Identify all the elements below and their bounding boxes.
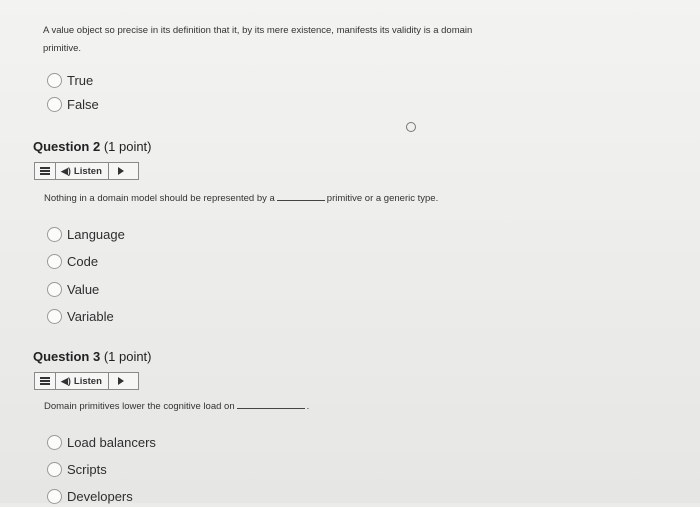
- question-2-listen-control[interactable]: [34, 162, 139, 180]
- question-3-listen-control[interactable]: [34, 372, 139, 390]
- listen-button[interactable]: [56, 163, 109, 179]
- question-2-option-code[interactable]: [47, 250, 98, 272]
- option-label: True: [67, 72, 94, 88]
- question-3-title: [33, 349, 152, 364]
- question-3-option-load-balancers[interactable]: [47, 431, 156, 453]
- radio-button[interactable]: [47, 254, 62, 269]
- play-icon[interactable]: [109, 373, 133, 389]
- question-3-option-developers[interactable]: [47, 485, 133, 507]
- fill-in-blank: [237, 399, 305, 409]
- question-2-prompt-after: primitive or a generic type.: [326, 193, 439, 204]
- radio-button[interactable]: [47, 489, 62, 504]
- question-3-option-scripts[interactable]: [47, 458, 107, 480]
- question-2-points: (1 point): [103, 139, 152, 154]
- radio-button[interactable]: [47, 435, 62, 450]
- radio-button[interactable]: [47, 462, 62, 477]
- option-label: Developers: [67, 488, 133, 504]
- question-1-option-false[interactable]: [47, 93, 99, 115]
- option-label: Value: [67, 281, 100, 297]
- question-2-prompt: [44, 190, 544, 208]
- hamburger-menu-icon[interactable]: [35, 163, 56, 179]
- option-label: Variable: [67, 308, 114, 324]
- listen-label: Listen: [73, 165, 102, 177]
- question-1-prompt: [43, 22, 603, 58]
- question-3-prompt-before: Domain primitives lower the cognitive load on: [44, 401, 235, 412]
- question-3-title-text: Question 3: [33, 349, 101, 364]
- question-2-title: [33, 139, 152, 154]
- play-icon[interactable]: [109, 163, 133, 179]
- question-1-option-true[interactable]: [47, 69, 93, 91]
- speaker-icon: ◀): [61, 375, 71, 386]
- question-2-option-value[interactable]: [47, 278, 99, 300]
- question-2-title-text: Question 2: [33, 139, 101, 154]
- question-2-prompt-before: Nothing in a domain model should be represented by a: [44, 193, 275, 204]
- question-2-option-variable[interactable]: [47, 305, 114, 327]
- question-2-option-language[interactable]: [47, 223, 125, 245]
- radio-button[interactable]: [47, 97, 62, 112]
- radio-button[interactable]: [47, 309, 62, 324]
- listen-button[interactable]: [56, 373, 109, 389]
- question-3-points: (1 point): [103, 349, 152, 364]
- cursor-circle-icon: [406, 122, 416, 132]
- hamburger-menu-icon[interactable]: [35, 373, 56, 389]
- option-label: Scripts: [67, 461, 107, 477]
- option-label: Code: [67, 253, 99, 269]
- fill-in-blank: [277, 191, 325, 201]
- radio-button[interactable]: [47, 73, 62, 88]
- option-label: False: [67, 96, 99, 112]
- question-3-prompt-after: .: [306, 401, 310, 412]
- question-1-prompt-line1: A value object so precise in its definition that it, by its mere existence, manifests its validity is a domain: [43, 25, 473, 36]
- listen-label: Listen: [73, 375, 102, 387]
- question-3-prompt: [44, 398, 444, 416]
- radio-button[interactable]: [47, 282, 62, 297]
- speaker-icon: ◀): [61, 165, 71, 176]
- option-label: Load balancers: [67, 434, 156, 450]
- question-1-prompt-line2: primitive.: [43, 43, 82, 54]
- option-label: Language: [67, 226, 125, 242]
- radio-button[interactable]: [47, 227, 62, 242]
